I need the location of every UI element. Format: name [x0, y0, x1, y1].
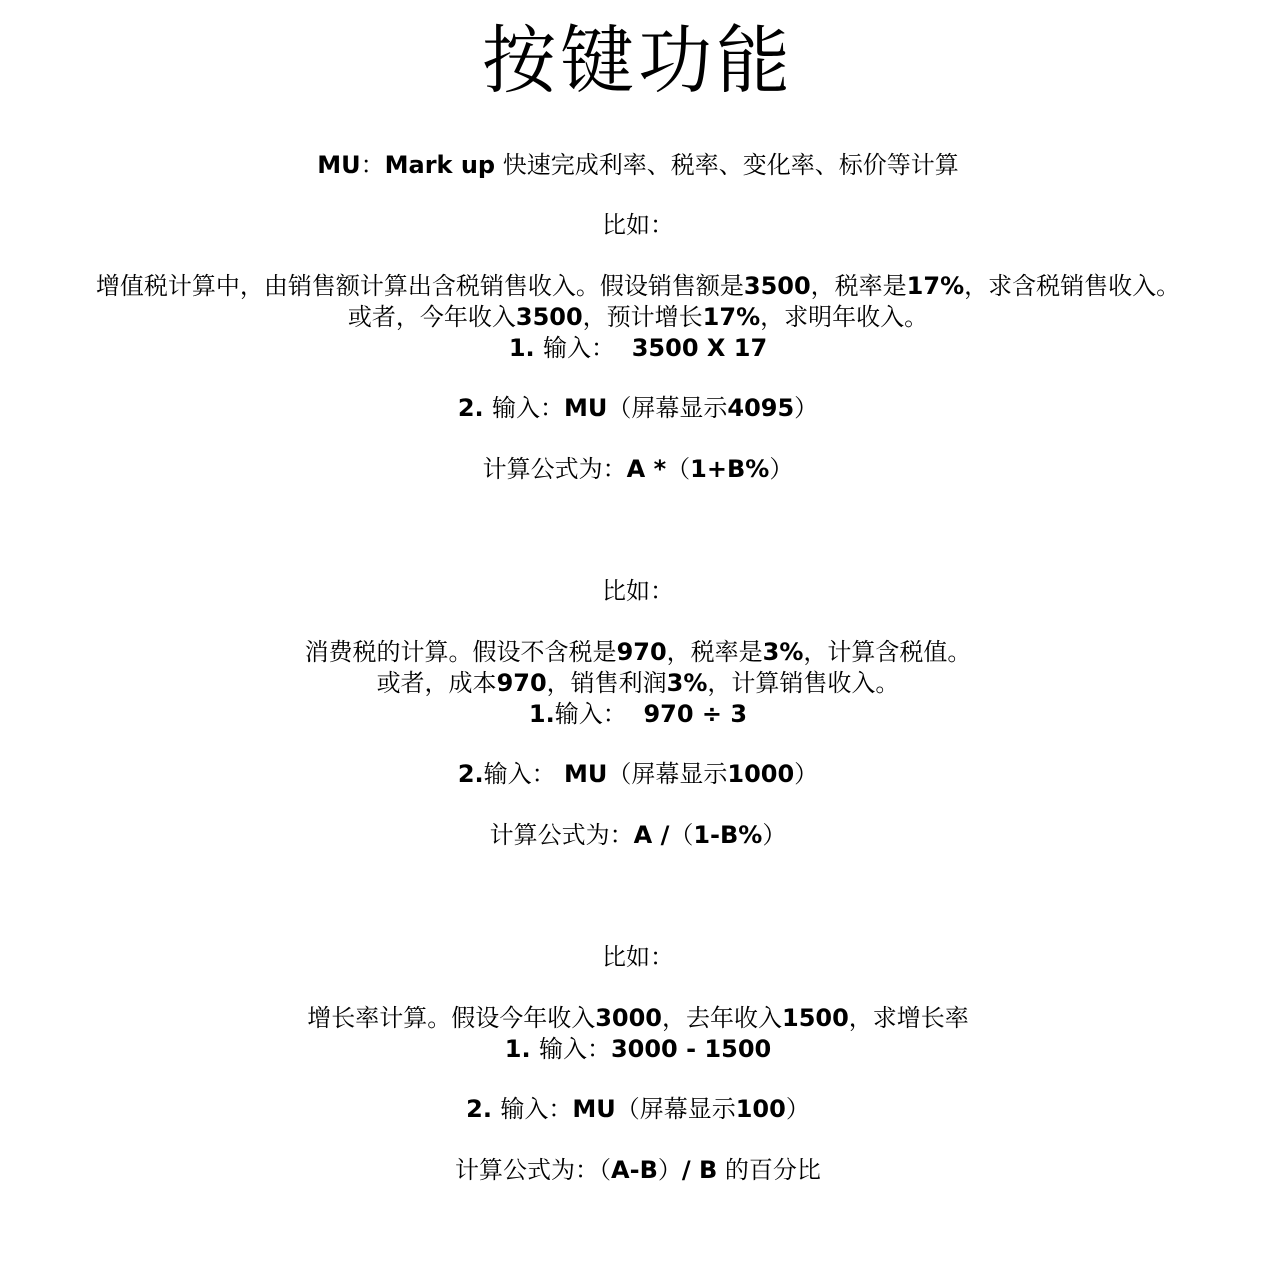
bold-text-segment: 970	[616, 638, 667, 666]
text-segment: ，求增长率	[848, 1004, 969, 1032]
bold-text-segment: 3500 X 17	[615, 334, 768, 362]
text-segment: 输入：	[483, 760, 556, 788]
text-segment: 输入：	[538, 1035, 611, 1063]
bold-text-segment: 1500	[782, 1004, 849, 1032]
text-segment: （屏幕显示	[607, 394, 728, 422]
example-3-heading: 比如：	[602, 943, 674, 971]
example-3-line-1	[0, 1003, 1276, 1033]
text-segment: 输入：	[500, 1095, 573, 1123]
bold-text-segment: A *	[626, 455, 667, 483]
text-segment: 计算公式为：	[482, 455, 627, 483]
mu-description: 快速完成利率、税率、变化率、标价等计算	[495, 151, 959, 179]
bold-text-segment: 1000	[727, 760, 795, 788]
bold-text-segment: 1-B%	[693, 821, 763, 849]
example-1-line-2	[0, 302, 1276, 332]
bold-text-segment: / B	[681, 1156, 718, 1184]
text-segment: ，税率是	[666, 638, 763, 666]
text-segment: ）	[657, 1156, 682, 1184]
text-segment: 增值税计算中，由销售额计算出含税销售收入。假设销售额是	[95, 272, 744, 300]
text-segment: （	[669, 821, 694, 849]
bold-text-segment: 1.	[504, 1035, 539, 1063]
example-1-line-1	[0, 271, 1276, 301]
bold-text-segment: 2.	[457, 760, 484, 788]
bold-text-segment: 17%	[906, 272, 965, 300]
text-segment: 或者，成本	[376, 669, 497, 697]
mu-intro	[0, 150, 1276, 180]
page-title: 按键功能	[482, 18, 794, 104]
text-segment: ）	[785, 1095, 810, 1123]
text-segment: ，税率是	[810, 272, 907, 300]
bold-text-segment: MU	[555, 760, 608, 788]
text-segment: （	[666, 455, 691, 483]
text-segment: （	[599, 1156, 612, 1184]
text-segment: ，求明年收入。	[760, 303, 929, 331]
example-3-step-1	[0, 1034, 1276, 1064]
example-2-formula	[0, 820, 1276, 850]
text-segment: ）	[769, 455, 794, 483]
bold-text-segment: MU	[572, 1095, 616, 1123]
bold-text-segment: A /	[633, 821, 670, 849]
example-2-step-2	[0, 759, 1276, 789]
example-3-step-2	[0, 1094, 1276, 1124]
bold-text-segment: 1.	[508, 334, 544, 362]
bold-text-segment: 100	[735, 1095, 786, 1123]
text-segment: ，计算含税值。	[803, 638, 972, 666]
text-segment: 消费税的计算。假设不含税是	[304, 638, 617, 666]
example-3-formula	[0, 1155, 1276, 1185]
text-segment: 输入：	[492, 394, 564, 422]
example-2-line-1	[0, 637, 1276, 667]
bold-text-segment: MU	[564, 394, 608, 422]
text-segment: 或者，今年收入	[347, 303, 516, 331]
bold-text-segment: 3000 - 1500	[610, 1035, 772, 1063]
text-segment: ，预计增长	[582, 303, 703, 331]
bold-text-segment: 3500	[743, 272, 811, 300]
text-segment: 增长率计算。假设今年收入	[307, 1004, 596, 1032]
text-segment: 输入：	[543, 334, 616, 362]
text-segment: ）	[762, 821, 787, 849]
bold-text-segment: A-B	[611, 1156, 658, 1184]
text-segment: 计算公式为：	[489, 821, 634, 849]
text-segment: 计算公式为：	[455, 1156, 600, 1184]
bold-text-segment: 4095	[727, 394, 795, 422]
bold-text-segment: 3000	[595, 1004, 662, 1032]
example-2-step-1	[0, 699, 1276, 729]
text-segment: 输入：	[554, 700, 627, 728]
bold-text-segment: 3500	[515, 303, 583, 331]
intro-separator: ：	[360, 151, 385, 179]
bold-text-segment: 3%	[762, 638, 804, 666]
text-segment: ，去年收入	[662, 1004, 782, 1032]
text-segment: ，计算销售收入。	[707, 669, 900, 697]
text-segment: ，求含税销售收入。	[964, 272, 1181, 300]
text-segment: ）	[794, 394, 819, 422]
bold-text-segment: 1+B%	[690, 455, 770, 483]
example-1-step-1	[0, 333, 1276, 363]
text-segment: （屏幕显示	[607, 760, 728, 788]
mu-key-name: Mark up	[384, 151, 496, 179]
text-segment: ）	[794, 760, 819, 788]
bold-text-segment: 3%	[666, 669, 708, 697]
bold-text-segment: 2.	[457, 394, 492, 422]
example-1-formula	[0, 454, 1276, 484]
bold-text-segment: 2.	[466, 1095, 501, 1123]
bold-text-segment: 1.	[528, 700, 555, 728]
text-segment: （屏幕显示	[615, 1095, 736, 1123]
bold-text-segment: 17%	[702, 303, 761, 331]
bold-text-segment: 970 ÷ 3	[626, 700, 748, 728]
example-1-step-2	[0, 393, 1276, 423]
text-segment: 的百分比	[717, 1156, 821, 1184]
example-2-line-2	[0, 668, 1276, 698]
text-segment: ，销售利润	[546, 669, 667, 697]
example-2-heading: 比如：	[602, 577, 674, 605]
example-1-heading: 比如：	[602, 211, 674, 239]
bold-text-segment: 970	[496, 669, 547, 697]
mu-key-label: MU	[317, 151, 361, 179]
